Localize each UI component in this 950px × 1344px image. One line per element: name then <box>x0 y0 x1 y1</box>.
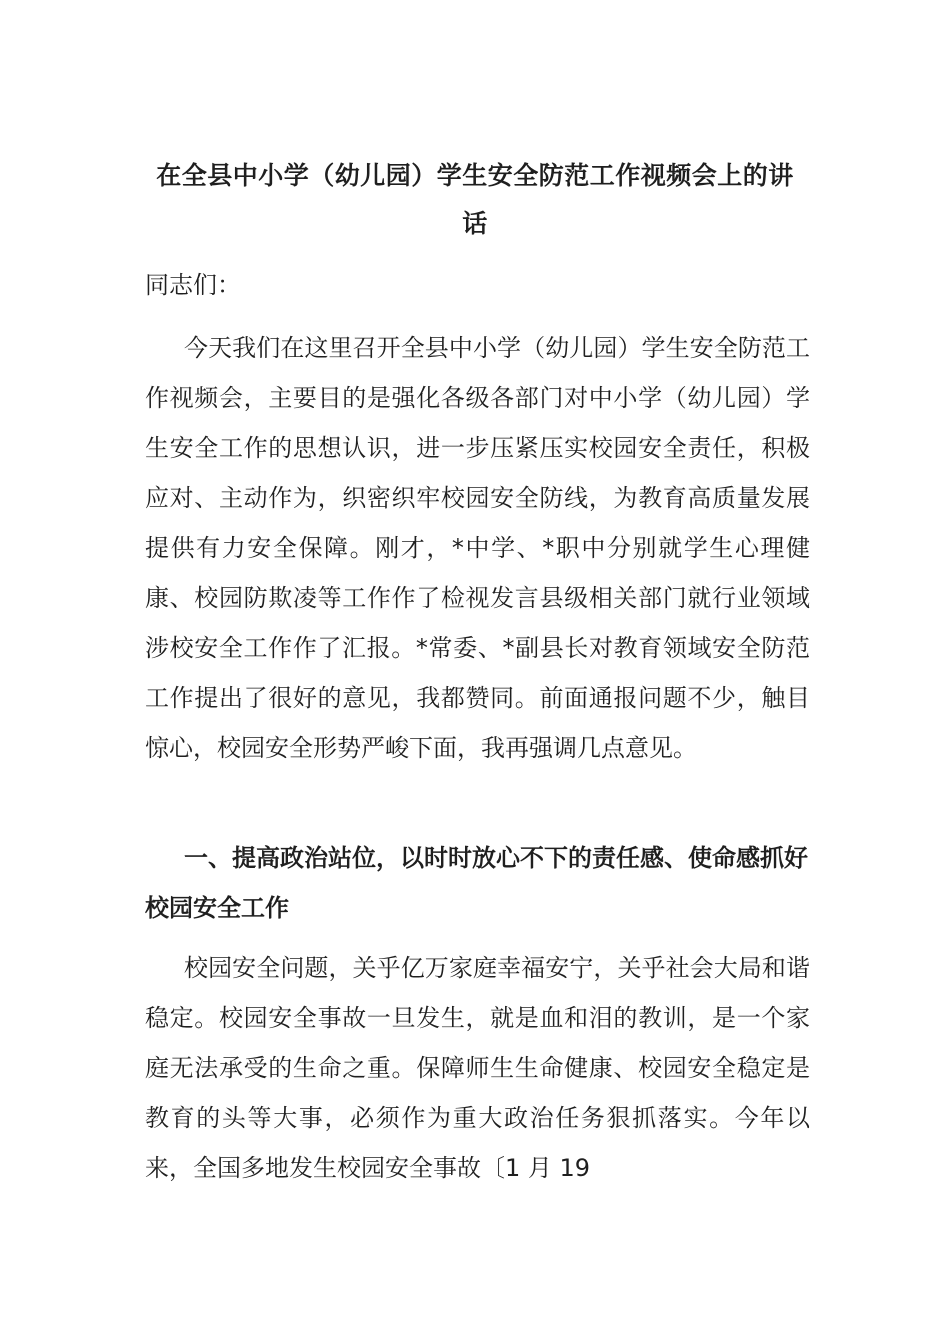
document-title: 在全县中小学（幼儿园）学生安全防范工作视频会上的讲话 <box>156 161 794 238</box>
section-heading-1: 一、提高政治站位，以时时放心不下的责任感、使命感抓好校园安全工作 <box>145 844 808 922</box>
salutation: 同志们： <box>145 271 241 299</box>
paragraph-section-1: 校园安全问题，关乎亿万家庭幸福安宁，关乎社会大局和谐稳定。校园安全事故一旦发生，就是血和泪的教训，是一个家庭无法承受的生命之重。保障师生生命健康、校园安全稳定是教育的头等大事，必须作为重大政治任务狠抓落实。今年以来，全国多地发生校园安全事故〔1 月 19 <box>145 954 810 1182</box>
paragraph-intro: 今天我们在这里召开全县中小学（幼儿园）学生安全防范工作视频会，主要目的是强化各级各部门对中小学（幼儿园）学生安全工作的思想认识，进一步压紧压实校园安全责任，积极应对、主动作为，织密织牢校园安全防线，为教育高质量发展提供有力安全保障。刚才，*中学、*职中分别就学生心理健康、校园防欺凌等工作作了检视发言县级相关部门就行业领域涉校安全工作作了汇报。*常委、*副县长对教育领域安全防范工作提出了很好的意见，我都赞同。前面通报问题不少，触目惊心，校园安全形势严峻下面，我再强调几点意见。 <box>145 334 810 762</box>
